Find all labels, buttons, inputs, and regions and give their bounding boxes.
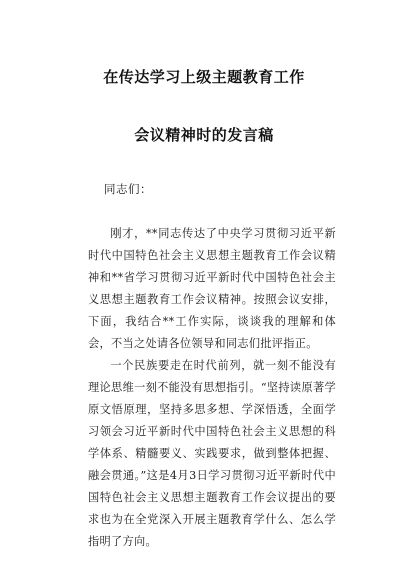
salutation: 同志们：	[104, 182, 152, 196]
body-paragraph-2: 一个民族要走在时代前列，就一刻不能没有理论思维一刻不能没有思想指引。“坚持读原著学原文悟原理，坚持多思多想、学深悟透，全面学习领会习近平新时代中国特色社会主义思想的科学体系、精髓要义、实践要求，做到整体把握、融会贯通。”这是4月3日学习贯彻习近平新时代中国特色社会主义思想主题教育工作会议提出的要求也为在全党深入开展主题教育学什么、怎么学指明了方向。	[88, 359, 336, 548]
body-paragraph-1: 刚才，**同志传达了中央学习贯彻习近平新时代中国特色社会主义思想主题教育工作会议精神和**省学习贯彻习近平新时代中国特色社会主义思想主题教育工作会议精神。按照会议安排，下面，我结合**工作实际，谈谈我的理解和体会，不当之处请各位领导和同志们批评指正。	[88, 227, 336, 350]
document-title-line-2: 会议精神时的发言稿	[134, 126, 274, 144]
document-title-line-1: 在传达学习上级主题教育工作	[103, 68, 305, 86]
